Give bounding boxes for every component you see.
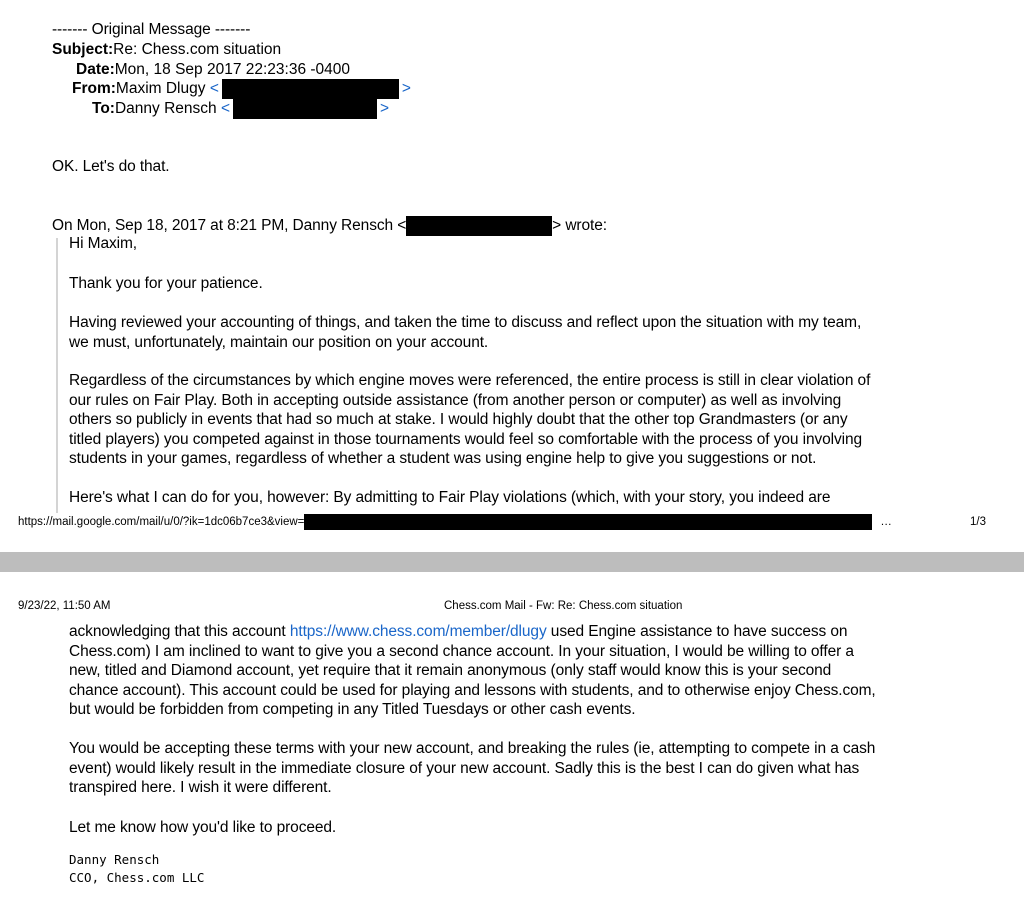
subject-label: Subject: (52, 41, 114, 58)
header-to-row (92, 99, 389, 119)
para-line (69, 622, 969, 642)
footer-url (18, 514, 892, 530)
para-line: chance account). This account could be used for playing and lessons with students, and to otherwise enjoy Chess.com, (69, 681, 876, 699)
from-email-open: < (209, 80, 219, 98)
to-email-open: < (220, 100, 230, 118)
header-from-row (72, 79, 411, 99)
header-date-row (76, 60, 350, 80)
para-line: but would be forbidden from competing in any Titled Tuesdays or other cash events. (69, 701, 636, 718)
para-line: students in your games, regardless of whether a student was using engine help to give you suggestions or not. (69, 450, 817, 467)
page-number: 1/3 (970, 516, 986, 528)
paragraph-proceed: Let me know how you'd like to proceed. (69, 819, 337, 836)
page-separator (0, 552, 1024, 572)
para-line: our rules on Fair Play. Both in accepting outside assistance (from another person or computer) as well as involving (69, 391, 842, 409)
print-datetime: 9/23/22, 11:50 AM (18, 600, 111, 612)
from-email-close: > (401, 80, 411, 98)
l1-post: used Engine assistance to have success on (546, 623, 848, 640)
paragraph-position (69, 313, 969, 352)
to-value: Danny Rensch (114, 100, 217, 118)
redacted-to-email (233, 99, 377, 119)
footer-url-text: https://mail.google.com/mail/u/0/?ik=1dc06b7ce3&view= (18, 516, 305, 529)
para-line: we must, unfortunately, maintain our position on your account. (69, 333, 489, 351)
para-line: transpired here. I wish it were different. (69, 779, 332, 796)
header-subject-row (52, 40, 281, 60)
paragraph-fair-play (69, 371, 969, 469)
footer-ellipsis: … (880, 516, 892, 529)
print-page-2 (0, 572, 1024, 900)
para-line: Regardless of the circumstances by which engine moves were referenced, the entire process is still in clear violation of (69, 372, 871, 389)
from-label: From: (72, 80, 116, 98)
date-value: Mon, 18 Sep 2017 22:23:36 -0400 (114, 61, 351, 78)
redacted-quote-email (406, 216, 552, 236)
member-link[interactable]: https://www.chess.com/member/dlugy (289, 623, 547, 640)
subject-value: Re: Chess.com situation (113, 41, 282, 58)
paragraph-offer-continued (69, 622, 969, 720)
paragraph-thanks: Thank you for your patience. (69, 275, 263, 292)
redacted-url (304, 514, 872, 530)
para-line: Chess.com) I am inclined to want to give you a second chance account. In your situation, I would be willing to offer a (69, 642, 854, 660)
to-label: To: (92, 100, 115, 118)
from-value: Maxim Dlugy (115, 80, 206, 98)
paragraph-terms (69, 739, 969, 798)
quote-intro-start: On Mon, Sep 18, 2017 at 8:21 PM, Danny Rensch < (52, 217, 407, 235)
redacted-from-email (222, 79, 399, 99)
para-line: new, titled and Diamond account, yet require that it remain anonymous (only staff would know this is your second (69, 662, 832, 679)
para-line: event) would likely result in the immediate closure of your new account. Sadly this is the best I can do given what has (69, 759, 860, 777)
para-line: You would be accepting these terms with your new account, and breaking the rules (ie, attempting to compete in a cash (69, 740, 876, 757)
date-label: Date: (76, 61, 115, 78)
para-line: Having reviewed your accounting of things, and taken the time to discuss and reflect upon the situation with my team, (69, 314, 862, 331)
l1-pre: acknowledging that this account (69, 623, 290, 640)
quote-bar (56, 238, 58, 513)
greeting: Hi Maxim, (69, 235, 137, 252)
reply-text: OK. Let's do that. (52, 158, 170, 175)
to-email-close: > (380, 100, 390, 118)
quote-intro-end: > wrote: (552, 217, 607, 235)
signature-name: Danny Rensch (69, 852, 160, 867)
signature-title: CCO, Chess.com LLC (69, 870, 205, 885)
paragraph-offer-start: Here's what I can do for you, however: By admitting to Fair Play violations (which, with your story, you indeed are (69, 489, 831, 506)
para-line: titled players) you competed against in those tournaments would feel so comfortable with the process of you involving (69, 430, 863, 448)
print-title: Chess.com Mail - Fw: Re: Chess.com situation (444, 600, 683, 612)
para-line: others so publicly in events that had so much at stake. I would highly doubt that the other top Grandmasters (or any (69, 411, 848, 428)
original-message-divider: ------- Original Message ------- (52, 21, 251, 38)
